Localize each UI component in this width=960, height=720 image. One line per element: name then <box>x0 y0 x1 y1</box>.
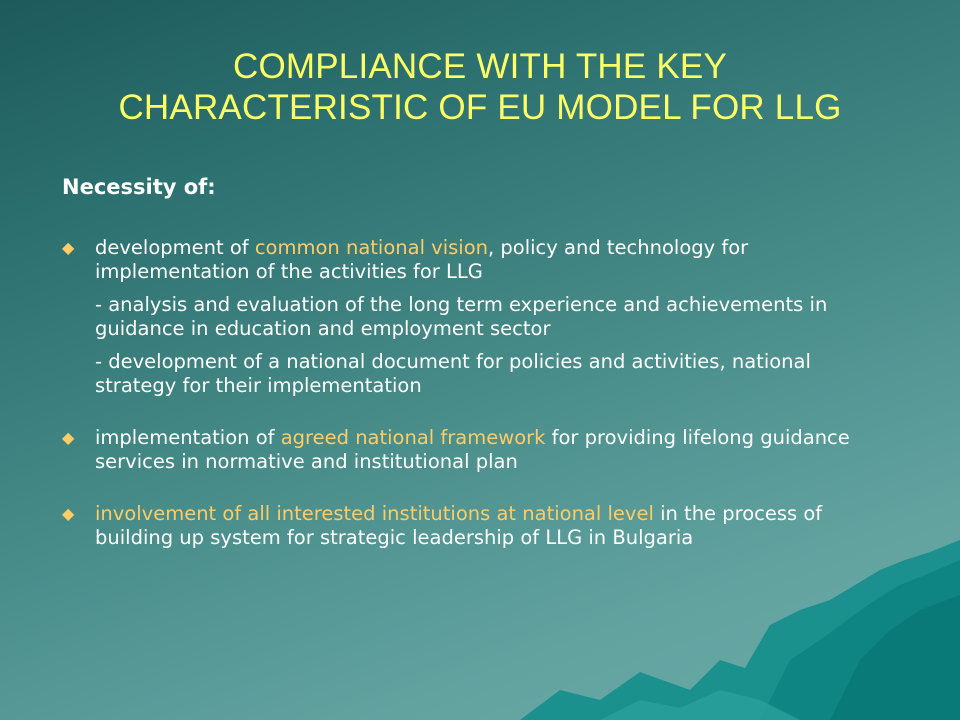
sub-point: - analysis and evaluation of the long term experience and achievements in guidance in education and employment sector <box>95 293 828 340</box>
bullet-highlight: agreed national framework <box>280 426 546 449</box>
diamond-bullet-icon: ◆ <box>62 504 75 523</box>
slide-body <box>62 172 892 550</box>
section-heading: Necessity of: <box>62 175 216 199</box>
diamond-bullet-icon: ◆ <box>62 238 75 257</box>
bullet-item <box>62 236 892 398</box>
diamond-bullet-icon: ◆ <box>62 428 75 447</box>
title-line-2: CHARACTERISTIC OF EU MODEL FOR LLG <box>118 88 842 127</box>
bullet-text <box>95 502 892 550</box>
bullet-text-post: for providing lifelong guidance services in normative and institutional plan <box>95 426 850 473</box>
sub-point: - development of a national document for policies and activities, national strategy for their implementation <box>95 350 811 397</box>
bullet-text-pre: implementation of <box>95 426 281 449</box>
bullet-highlight: involvement of all interested institutions at national level <box>95 502 654 525</box>
bullet-item <box>62 502 892 550</box>
bullet-text <box>95 426 892 474</box>
slide-title <box>0 46 960 128</box>
bullet-text <box>95 236 892 284</box>
bullet-text-pre: development of <box>95 236 255 259</box>
bullet-highlight: common national vision <box>254 236 489 259</box>
title-line-1: COMPLIANCE WITH THE KEY <box>232 47 728 86</box>
bullet-text-post: in the process of building up system for strategic leadership of LLG in Bulgaria <box>95 502 823 549</box>
bullet-item <box>62 426 892 474</box>
bullet-text-post: , policy and technology for implementation of the activities for LLG <box>95 236 749 283</box>
